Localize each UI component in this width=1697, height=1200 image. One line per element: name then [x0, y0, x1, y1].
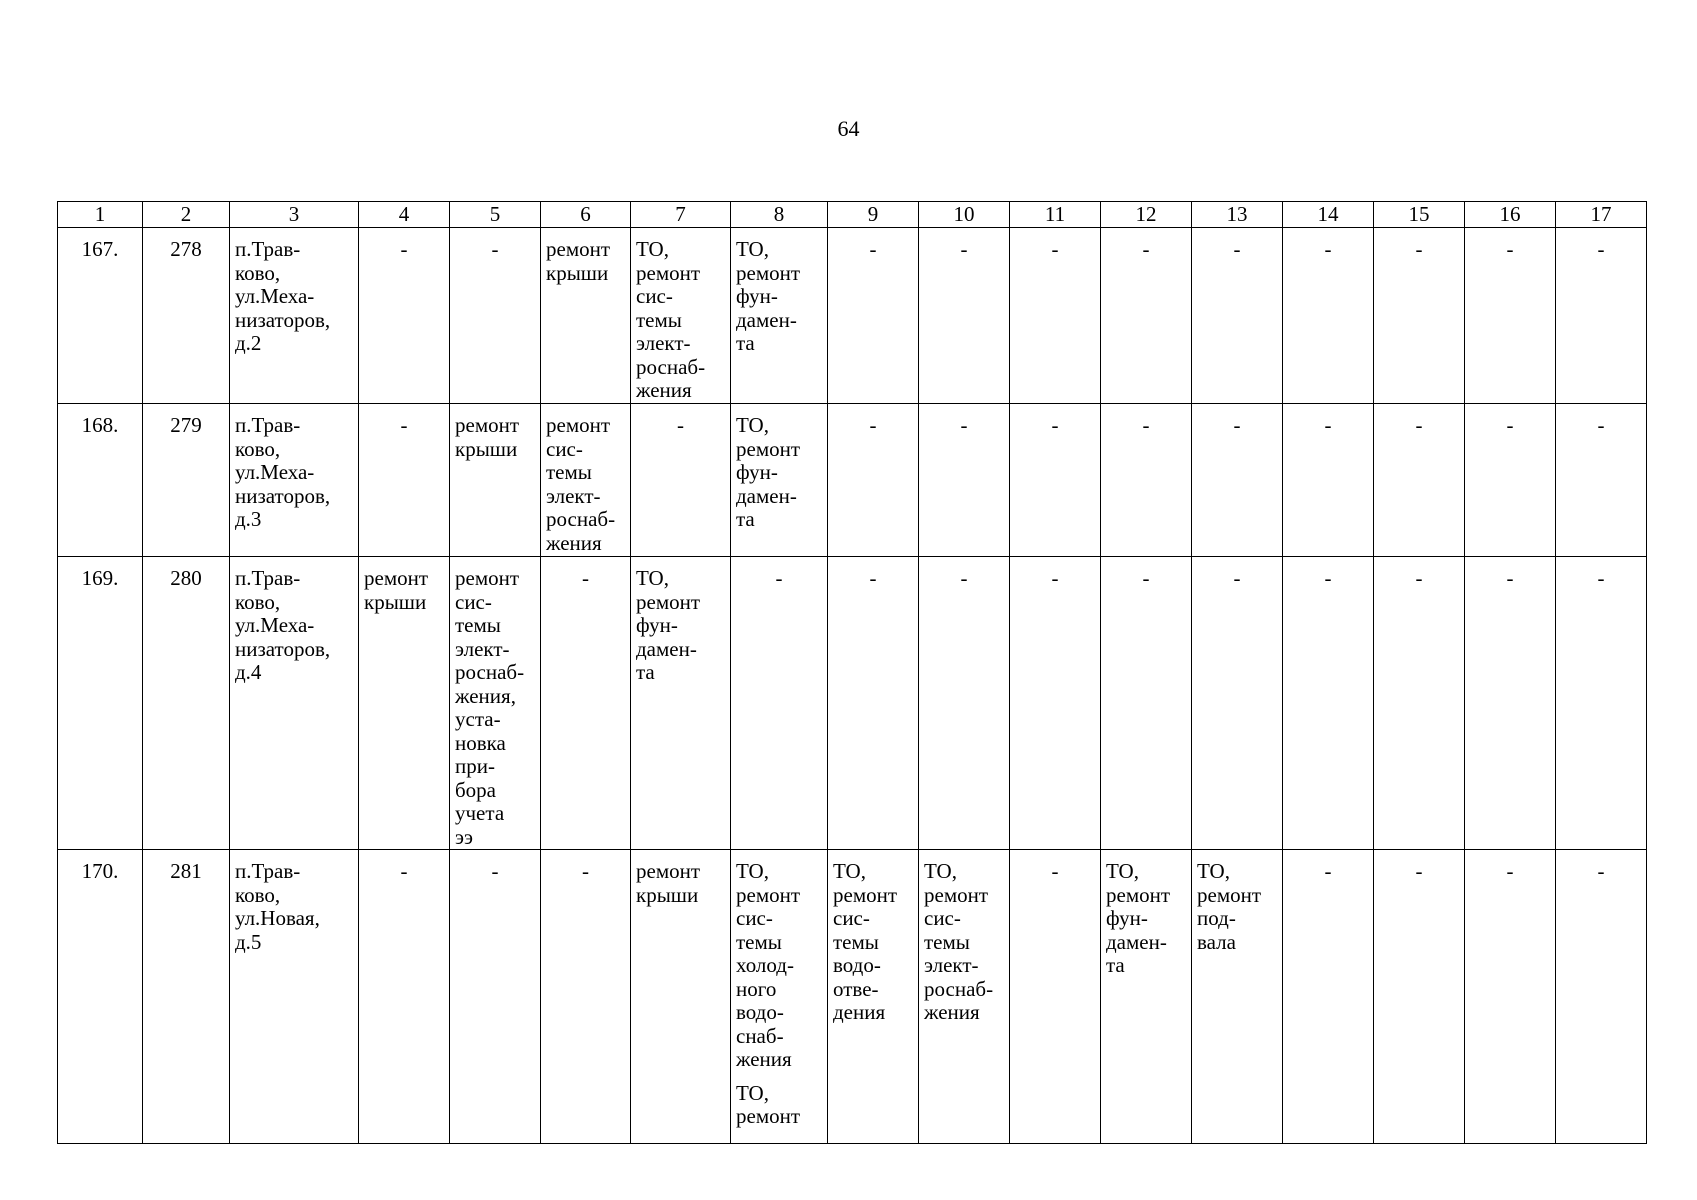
- work-cell-13: -: [1192, 557, 1283, 850]
- cell-text-line: новка: [455, 730, 506, 755]
- work-cell-11: -: [1010, 404, 1101, 557]
- cell-text-line: элект-: [546, 483, 601, 508]
- work-cell-16: -: [1465, 404, 1556, 557]
- cell-text-line: д.5: [235, 929, 262, 954]
- cell-text-line: ТО,: [636, 566, 669, 590]
- work-cell-4: -: [359, 404, 450, 557]
- cell-text-line: ТО,: [833, 859, 866, 883]
- cell-text-line: п.Трав-: [235, 237, 301, 261]
- cell-text-line: элект-: [924, 953, 979, 977]
- work-cell-11: -: [1010, 228, 1101, 404]
- cell-text-line: фун-: [736, 284, 778, 308]
- work-cell-9: -: [828, 228, 919, 404]
- cell-text-line: ково,: [235, 260, 281, 285]
- cell-text-line: п.Трав-: [235, 566, 301, 590]
- cell-text-line: вала: [1197, 929, 1236, 954]
- work-cell-7: [631, 557, 731, 850]
- cell-text-line: темы: [636, 307, 682, 332]
- cell-text-line: низаторов,: [235, 483, 331, 508]
- cell-text-line: ремонт: [736, 1104, 801, 1128]
- work-entry-continued: [736, 1082, 825, 1129]
- cell-text-line: отве-: [833, 976, 879, 1001]
- repair-schedule-table: [57, 201, 1647, 1144]
- column-header: 7: [631, 202, 731, 228]
- work-cell-9: -: [828, 557, 919, 850]
- work-cell-15: -: [1374, 404, 1465, 557]
- row-number: 167.: [58, 228, 143, 404]
- cell-text-line: жения: [636, 378, 692, 402]
- cell-text-line: ремонт: [1197, 882, 1262, 907]
- cell-text-line: сис-: [736, 906, 773, 930]
- cell-text-line: ремонт: [636, 859, 701, 883]
- cell-text-line: сис-: [924, 906, 961, 930]
- work-cell-14: -: [1283, 850, 1374, 1144]
- cell-text-line: ТО,: [1197, 859, 1230, 883]
- cell-text-line: роснаб-: [636, 354, 706, 379]
- cell-text-line: ТО,: [924, 859, 957, 883]
- cell-text-line: ТО,: [736, 237, 769, 261]
- work-cell-6: -: [541, 557, 631, 850]
- cell-text-line: холод-: [736, 953, 794, 977]
- work-cell-8: [731, 404, 828, 557]
- column-header: 2: [143, 202, 230, 228]
- cell-text-line: крыши: [636, 882, 699, 907]
- cell-text-line: жения: [736, 1047, 792, 1071]
- cell-text-line: жения,: [455, 683, 516, 708]
- house-id: 280: [143, 557, 230, 850]
- column-header: 6: [541, 202, 631, 228]
- cell-text-line: та: [736, 331, 755, 355]
- column-header: 1: [58, 202, 143, 228]
- row-number: 168.: [58, 404, 143, 557]
- table-row: [58, 404, 1647, 557]
- work-cell-8: [731, 228, 828, 404]
- work-cell-16: -: [1465, 228, 1556, 404]
- column-header: 11: [1010, 202, 1101, 228]
- address-cell: [230, 557, 359, 850]
- cell-text-line: низаторов,: [235, 307, 331, 332]
- work-cell-11: -: [1010, 850, 1101, 1144]
- work-cell-5: [450, 404, 541, 557]
- work-cell-7: [631, 850, 731, 1144]
- column-header: 3: [230, 202, 359, 228]
- cell-text-line: ремонт: [924, 882, 989, 907]
- cell-text-line: ремонт: [455, 413, 520, 437]
- work-cell-17: -: [1556, 228, 1647, 404]
- address-cell: [230, 850, 359, 1144]
- work-cell-14: -: [1283, 228, 1374, 404]
- cell-text-line: крыши: [364, 589, 427, 614]
- work-cell-9: [828, 850, 919, 1144]
- cell-text-line: та: [636, 660, 655, 684]
- cell-text-line: ремонт: [833, 882, 898, 907]
- cell-text-line: роснаб-: [924, 976, 994, 1001]
- cell-text-line: ул.Меха-: [235, 284, 315, 308]
- page-number: 64: [837, 116, 860, 141]
- work-cell-15: -: [1374, 557, 1465, 850]
- cell-text-line: ремонт: [736, 260, 801, 285]
- work-cell-5: [450, 557, 541, 850]
- cell-text-line: дения: [833, 1000, 886, 1024]
- work-cell-10: -: [919, 228, 1010, 404]
- cell-text-line: бора: [455, 777, 497, 802]
- row-number: 170.: [58, 850, 143, 1144]
- work-cell-7: -: [631, 404, 731, 557]
- cell-text-line: водо-: [736, 1000, 784, 1024]
- cell-text-line: ремонт: [546, 413, 611, 437]
- table-row: [58, 850, 1647, 1144]
- column-header: 8: [731, 202, 828, 228]
- work-cell-14: -: [1283, 557, 1374, 850]
- cell-text-line: д.2: [235, 331, 262, 355]
- column-header: 10: [919, 202, 1010, 228]
- cell-text-line: жения: [924, 1000, 980, 1024]
- work-cell-4: -: [359, 850, 450, 1144]
- work-cell-9: -: [828, 404, 919, 557]
- cell-text-line: та: [1106, 953, 1125, 977]
- table-row: [58, 557, 1647, 850]
- column-header: 12: [1101, 202, 1192, 228]
- work-cell-12: -: [1101, 557, 1192, 850]
- work-cell-8: -: [731, 557, 828, 850]
- cell-text-line: жения: [546, 530, 602, 555]
- cell-text-line: элект-: [636, 331, 691, 355]
- cell-text-line: темы: [546, 460, 592, 484]
- work-cell-12: [1101, 850, 1192, 1144]
- cell-text-line: фун-: [1106, 906, 1148, 930]
- cell-text-line: ково,: [235, 882, 281, 907]
- work-cell-6: [541, 228, 631, 404]
- cell-text-line: ээ: [455, 824, 474, 849]
- cell-text-line: ного: [736, 976, 777, 1001]
- cell-text-line: д.4: [235, 660, 262, 684]
- cell-text-line: ремонт: [636, 589, 701, 614]
- cell-text-line: п.Трав-: [235, 859, 301, 883]
- work-cell-13: -: [1192, 228, 1283, 404]
- work-cell-10: -: [919, 557, 1010, 850]
- work-cell-4: [359, 557, 450, 850]
- work-cell-6: -: [541, 850, 631, 1144]
- cell-text-line: ТО,: [1106, 859, 1139, 883]
- cell-text-line: ремонт: [636, 260, 701, 285]
- cell-text-line: ремонт: [455, 566, 520, 590]
- cell-text-line: ТО,: [736, 1080, 769, 1105]
- cell-text-line: темы: [455, 613, 501, 637]
- cell-text-line: ТО,: [736, 413, 769, 437]
- work-cell-14: -: [1283, 404, 1374, 557]
- row-number: 169.: [58, 557, 143, 850]
- cell-text-line: сис-: [636, 284, 673, 308]
- cell-text-line: ремонт: [1106, 882, 1171, 907]
- cell-text-line: ТО,: [636, 237, 669, 261]
- work-cell-15: -: [1374, 850, 1465, 1144]
- work-cell-6: [541, 404, 631, 557]
- cell-text-line: ТО,: [736, 859, 769, 883]
- table-row: [58, 228, 1647, 404]
- cell-text-line: ул.Меха-: [235, 613, 315, 637]
- work-cell-12: -: [1101, 404, 1192, 557]
- work-cell-17: -: [1556, 850, 1647, 1144]
- column-header: 13: [1192, 202, 1283, 228]
- cell-text-line: ремонт: [546, 237, 611, 261]
- work-cell-17: -: [1556, 404, 1647, 557]
- column-header: 17: [1556, 202, 1647, 228]
- cell-text-line: крыши: [455, 436, 518, 461]
- work-cell-17: -: [1556, 557, 1647, 850]
- cell-text-line: снаб-: [736, 1023, 784, 1048]
- cell-text-line: водо-: [833, 953, 881, 977]
- work-cell-4: -: [359, 228, 450, 404]
- cell-text-line: низаторов,: [235, 636, 331, 661]
- column-header: 14: [1283, 202, 1374, 228]
- cell-text-line: сис-: [833, 906, 870, 930]
- work-cell-16: -: [1465, 850, 1556, 1144]
- cell-text-line: ремонт: [736, 436, 801, 461]
- cell-text-line: сис-: [455, 589, 492, 614]
- cell-text-line: темы: [833, 929, 879, 954]
- cell-text-line: дамен-: [1106, 929, 1167, 954]
- work-cell-11: -: [1010, 557, 1101, 850]
- column-header: 5: [450, 202, 541, 228]
- work-cell-15: -: [1374, 228, 1465, 404]
- cell-text-line: ково,: [235, 589, 281, 614]
- cell-text-line: та: [736, 507, 755, 531]
- address-cell: [230, 228, 359, 404]
- work-cell-5: -: [450, 850, 541, 1144]
- cell-text-line: элект-: [455, 636, 510, 661]
- cell-text-line: ремонт: [364, 566, 429, 590]
- cell-text-line: ково,: [235, 436, 281, 461]
- cell-text-line: роснаб-: [455, 660, 525, 684]
- cell-text-line: уста-: [455, 707, 501, 731]
- work-cell-7: [631, 228, 731, 404]
- cell-text-line: фун-: [736, 460, 778, 484]
- house-id: 278: [143, 228, 230, 404]
- column-header: 4: [359, 202, 450, 228]
- address-cell: [230, 404, 359, 557]
- house-id: 279: [143, 404, 230, 557]
- work-cell-16: -: [1465, 557, 1556, 850]
- work-cell-5: -: [450, 228, 541, 404]
- cell-text-line: д.3: [235, 507, 262, 531]
- column-header: 16: [1465, 202, 1556, 228]
- cell-text-line: при-: [455, 754, 495, 778]
- cell-text-line: крыши: [546, 260, 609, 285]
- work-cell-12: -: [1101, 228, 1192, 404]
- cell-text-line: п.Трав-: [235, 413, 301, 437]
- cell-text-line: дамен-: [736, 483, 797, 508]
- house-id: 281: [143, 850, 230, 1144]
- cell-text-line: темы: [736, 929, 782, 954]
- cell-text-line: учета: [455, 801, 505, 825]
- cell-text-line: ул.Новая,: [235, 906, 320, 930]
- cell-text-line: дамен-: [636, 636, 697, 661]
- cell-text-line: фун-: [636, 613, 678, 637]
- work-cell-13: -: [1192, 404, 1283, 557]
- column-header: 15: [1374, 202, 1465, 228]
- work-cell-10: -: [919, 404, 1010, 557]
- table-header-row: [58, 202, 1647, 228]
- cell-text-line: роснаб-: [546, 507, 616, 531]
- work-cell-13: [1192, 850, 1283, 1144]
- cell-text-line: дамен-: [736, 307, 797, 332]
- cell-text-line: сис-: [546, 436, 583, 461]
- cell-text-line: темы: [924, 929, 970, 954]
- work-entry-cold-water: [736, 860, 825, 1072]
- column-header: 9: [828, 202, 919, 228]
- cell-text-line: ремонт: [736, 882, 801, 907]
- work-cell-8: [731, 850, 828, 1144]
- work-cell-10: [919, 850, 1010, 1144]
- cell-text-line: ул.Меха-: [235, 460, 315, 484]
- cell-text-line: под-: [1197, 906, 1236, 930]
